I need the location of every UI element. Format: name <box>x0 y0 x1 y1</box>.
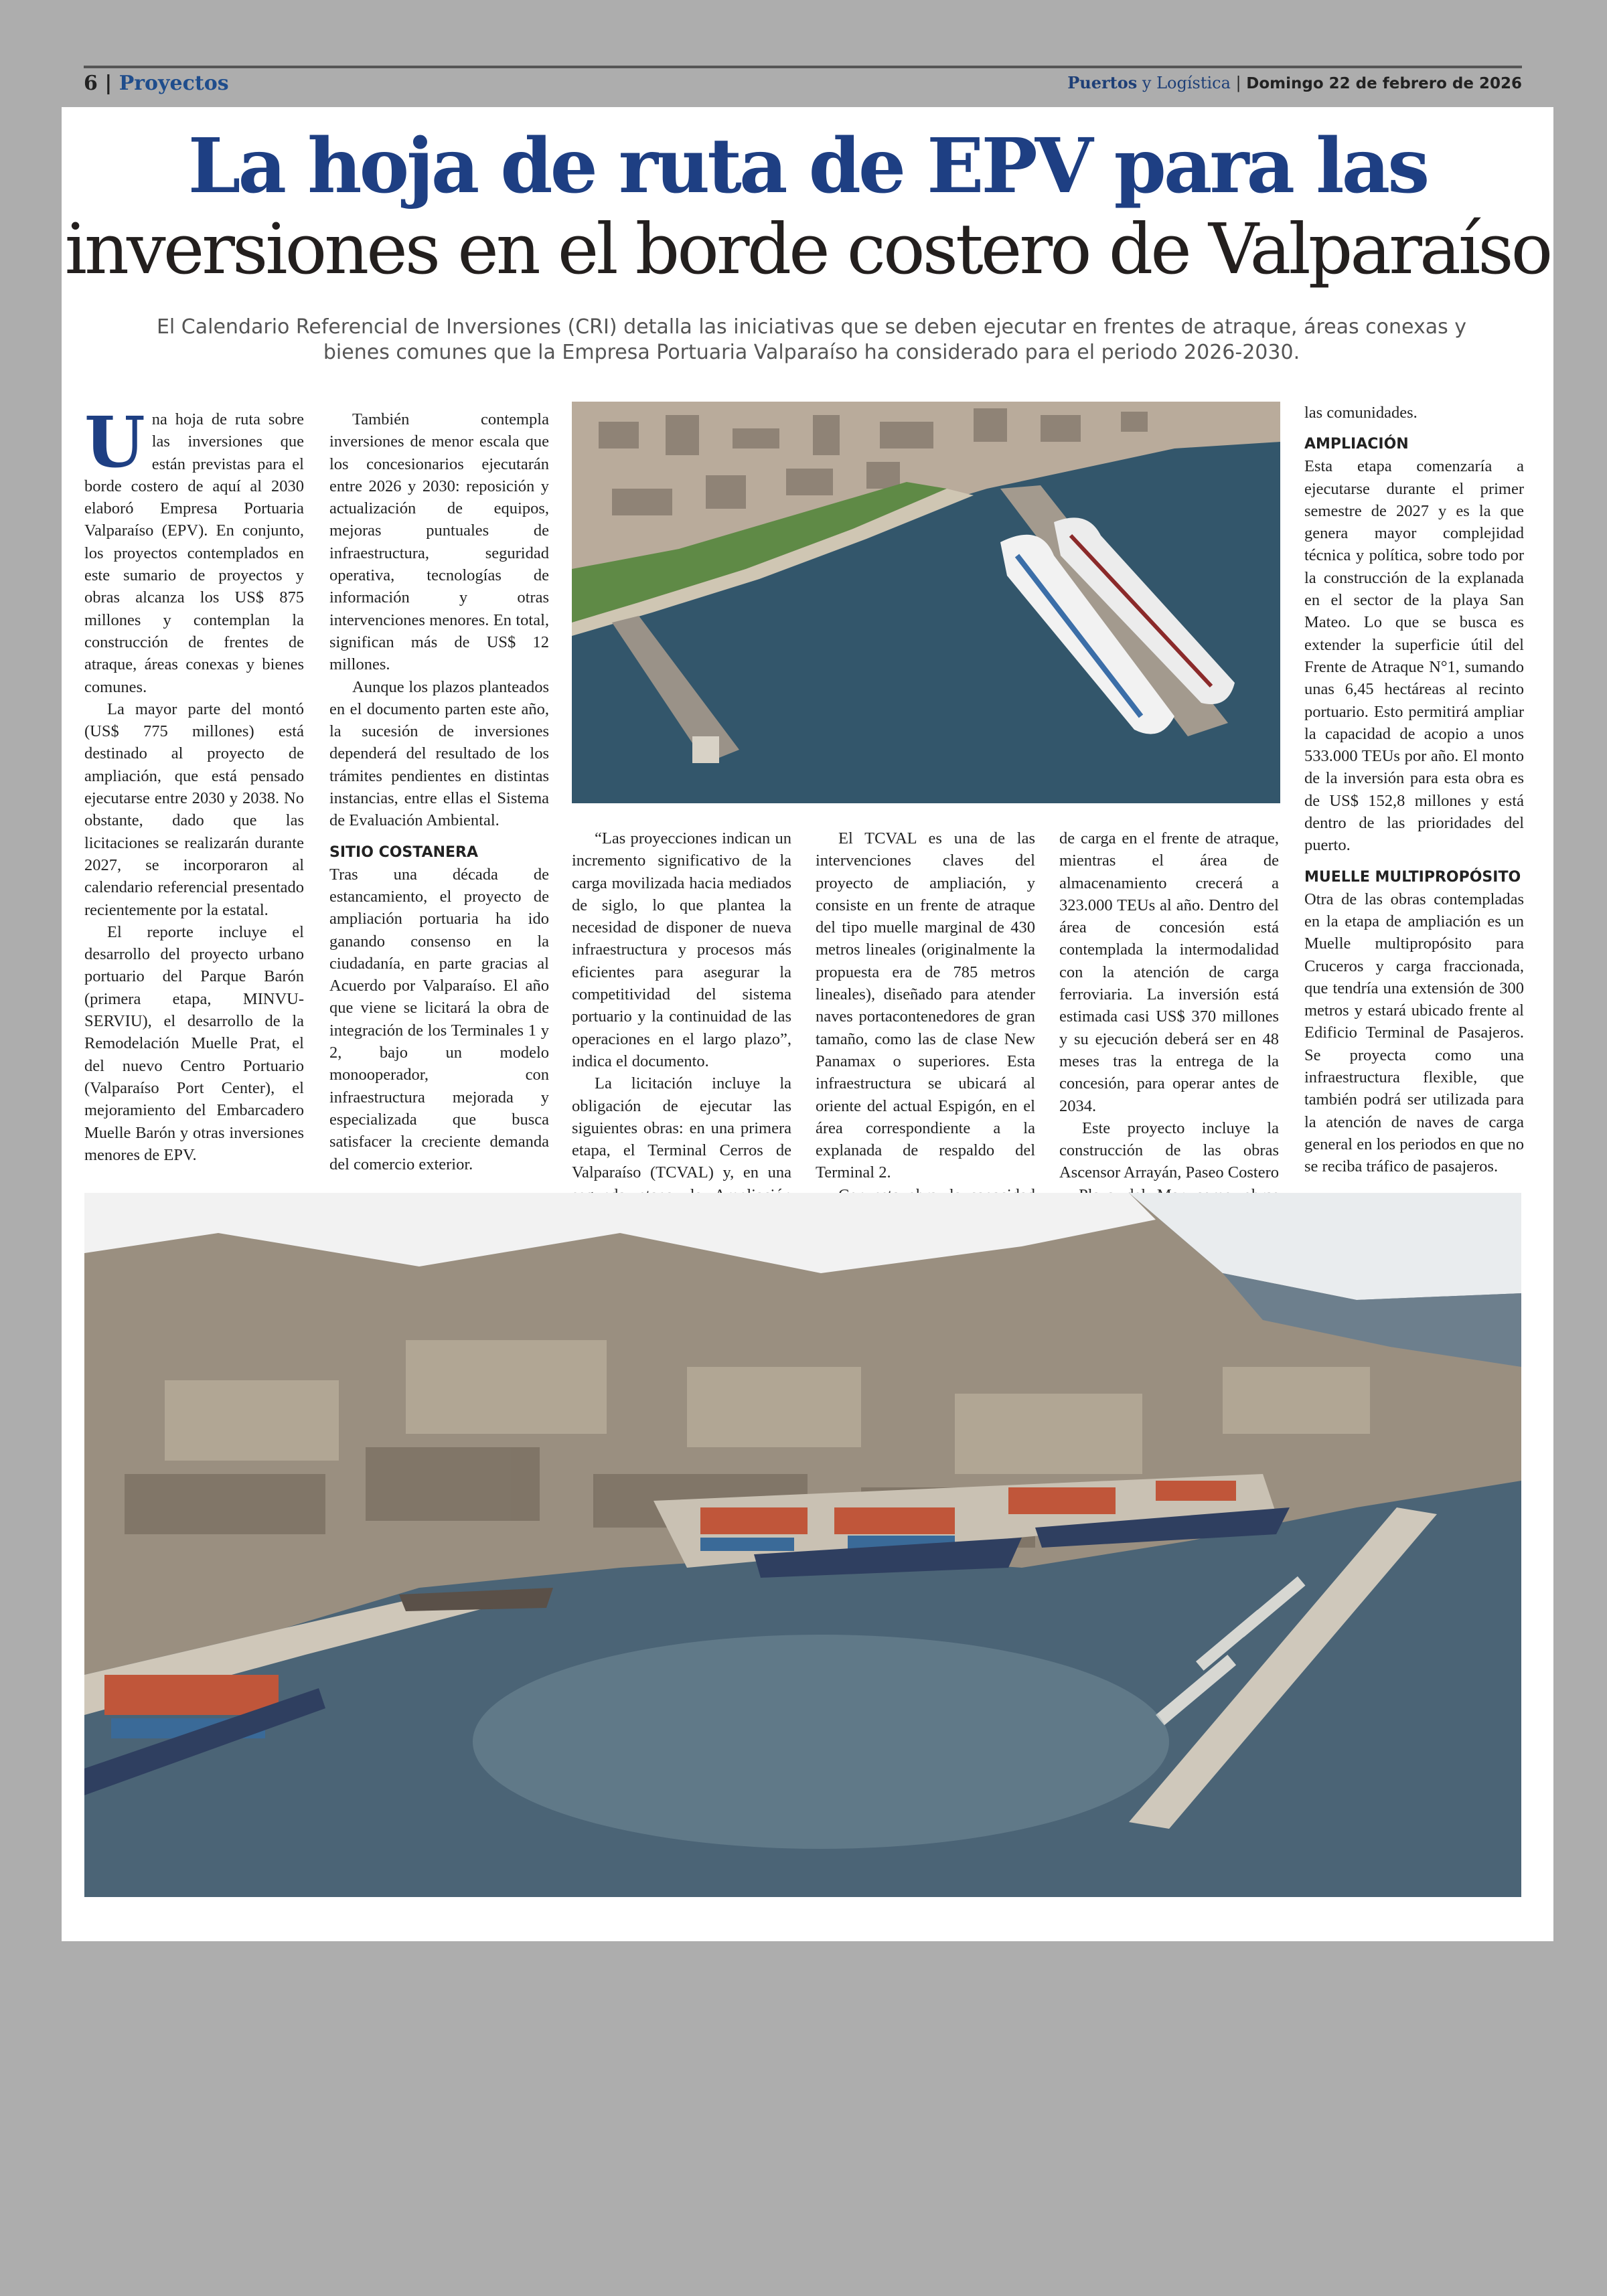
paragraph: El TCVAL es una de las intervenciones claves del proyecto de ampliación, y consiste en un frente de atraque del tipo muelle marginal de 430 metros lineales (originalmente la propuesta era de 785 metros lineales), diseñado para atender naves portacontenedores de gran tamaño, como las de clase New Panamax o superiores. Esta infraestructura se ubicará al oriente del actual Espigón, en el área correspondiente a la explanada de respaldo del Terminal 2. <box>816 829 1035 1182</box>
brand-name-bold: Puertos <box>1067 73 1138 92</box>
paragraph: Este proyecto incluye la construcción de las obras Ascensor Arrayán, Paseo Costero <box>1059 1119 1279 1182</box>
page-folio <box>84 68 229 98</box>
paragraph: Una hoja de ruta sobre las inversiones que están previstas para el borde costero de aquí al 2030 elaboró Empresa Portuaria Valparaíso (EPV). En conjunto, los proyectos contemplados en este sumario de proyectos y obras alcanza los US$ 875 millones y contemplan la construcción de frentes de atraque, áreas conexas y bienes comunes. <box>84 401 304 696</box>
section-heading: AMPLIACIÓN <box>1304 436 1409 453</box>
drop-cap: U <box>84 401 145 483</box>
paragraph: Esta etapa comenzaría a ejecutarse durante el primer semestre de 2027 y es la que genera mayor complejidad técnica y política, sobre todo por la construcción de la explanada en el sector de la playa San Mateo. Lo que se busca es extender la superficie útil del Frente de Atraque N°1, sumando unas 6,45 hectáreas al recinto portuario. Esto permitirá ampliar la capacidad de acopio a unos 533.000 TEUs por año. El monto de la inversión para esta obra es de US$ 152,8 millones y está dentro de las prioridades del puerto. <box>1304 457 1524 855</box>
newspaper-page <box>62 107 1553 1941</box>
aerial-port-photo <box>84 1193 1521 1897</box>
date-divider: | <box>1235 74 1247 92</box>
article-column-1 <box>84 401 304 1166</box>
page-number: 6 <box>84 72 98 95</box>
publication-date: Domingo 22 de febrero de 2026 <box>1246 75 1522 92</box>
section-heading: SITIO COSTANERA <box>329 843 479 861</box>
paragraph: La licitación incluye la obligación de ejecutar las siguientes obras: en una primera etapa, el Terminal Cerros de Valparaíso (TCVAL) y, en una <box>572 1074 791 1182</box>
article-column-3 <box>572 827 791 1228</box>
paragraph: “Las proyecciones indican un incremento significativo de la carga movilizada hacia mediados de siglo, lo que plantea la necesidad de disponer de nueva infraestructura y procesos más eficientes para asegurar la competitividad del sistema portuario y la continuidad de las operaciones en el largo plazo”, indica el documento. <box>572 829 791 1070</box>
headline-line-2: inversiones en el borde costero de Valparaíso <box>64 208 1551 290</box>
paragraph: Tras una década de estancamiento, el proyecto de ampliación portuaria ha ido ganando consenso en la ciudadanía, en parte gracias al Acuerdo por Valparaíso. El año que viene se licitará la obra de integración de los Terminales 1 y 2, bajo un modelo monooperador, con infraestructura mejorada y especializada que busca satisfacer la creciente demanda del comercio exterior. <box>329 865 549 1173</box>
paragraph: Otra de las obras contempladas en la etapa de ampliación es un Muelle multipropósito para Cruceros y carga fraccionada, que tendría una extensión de 300 metros y estará ubicado frente al Edificio Terminal de Pasajeros. Se proyecta como una infraestructura flexible, que también podrá ser utilizada para la atención de naves de carga general en los periodos en que no se reciba tráfico de pasajeros. <box>1304 890 1524 1176</box>
headline <box>62 122 1553 290</box>
paragraph: El reporte incluye el desarrollo del proyecto urbano portuario del Parque Barón (primera etapa, MINVU-SERVIU), el desarrollo de la Remodelación Muelle Prat, el del nuevo Centro Portuario (Valparaíso Port Center), el mejoramiento del Embarcadero Muelle Barón y otras inversiones menores de EPV. <box>84 922 304 1164</box>
article-column-2 <box>329 408 549 1175</box>
header-rule <box>84 66 1522 68</box>
paragraph: Aunque los plazos planteados en el documento parten este año, la sucesión de inversiones dependerá del resultado de los trámites pendientes en distintas instancias, entre ellas el Sistema de Evaluación Ambiental. <box>329 677 549 830</box>
paragraph: las comunidades. <box>1304 404 1418 422</box>
publication-info <box>1067 71 1522 96</box>
cruise-terminal-rendering <box>572 402 1280 803</box>
article-column-6 <box>1304 402 1524 1178</box>
section-heading: MUELLE MULTIPROPÓSITO <box>1304 868 1521 886</box>
folio-divider: | <box>104 72 119 95</box>
brand-name-rest: y Logística <box>1142 74 1231 92</box>
paragraph: La mayor parte del montó (US$ 775 millones) está destinado al proyecto de ampliación, que está pensado ejecutarse entre 2030 y 2038. No obstante, dado que las licitaciones se realizarán durante 2027, se incorporaron al calendario referencial presentado recientemente por la estatal. <box>84 700 304 919</box>
cruise-terminal-illustration <box>572 402 1280 803</box>
aerial-port-illustration <box>84 1193 1521 1897</box>
paragraph: También contempla inversiones de menor escala que los concesionarios ejecutarán entre 2026 y 2030: reposición y actualización de equipos, mejoras puntuales de infraestructura, seguridad operativa, tecnologías de información y otras intervenciones menores. En total, significan más de US$ 12 millones. <box>329 410 549 674</box>
paragraph: de carga en el frente de atraque, mientras el área de almacenamiento crecerá a 323.000 TEUs al año. Dentro del área de concesión está contemplada la intermodalidad con la atención de carga ferroviaria. La inversión está estimada casi US$ 370 millones y su ejecución deberá ser en 48 meses tras la entrega de la concesión, para operar antes de 2034. <box>1059 829 1279 1115</box>
section-label: Proyectos <box>119 72 229 95</box>
headline-line-1: La hoja de ruta de EPV para las <box>187 122 1428 210</box>
article-dek: El Calendario Referencial de Inversiones (CRI) detalla las iniciativas que se deben ejecutar en frentes de atraque, áreas conexas y bienes comunes que la Empresa Portuaria Valparaíso ha considerado para el periodo 2026-2030. <box>156 315 1467 364</box>
article-column-4 <box>816 827 1035 1251</box>
page-header <box>84 66 1522 99</box>
